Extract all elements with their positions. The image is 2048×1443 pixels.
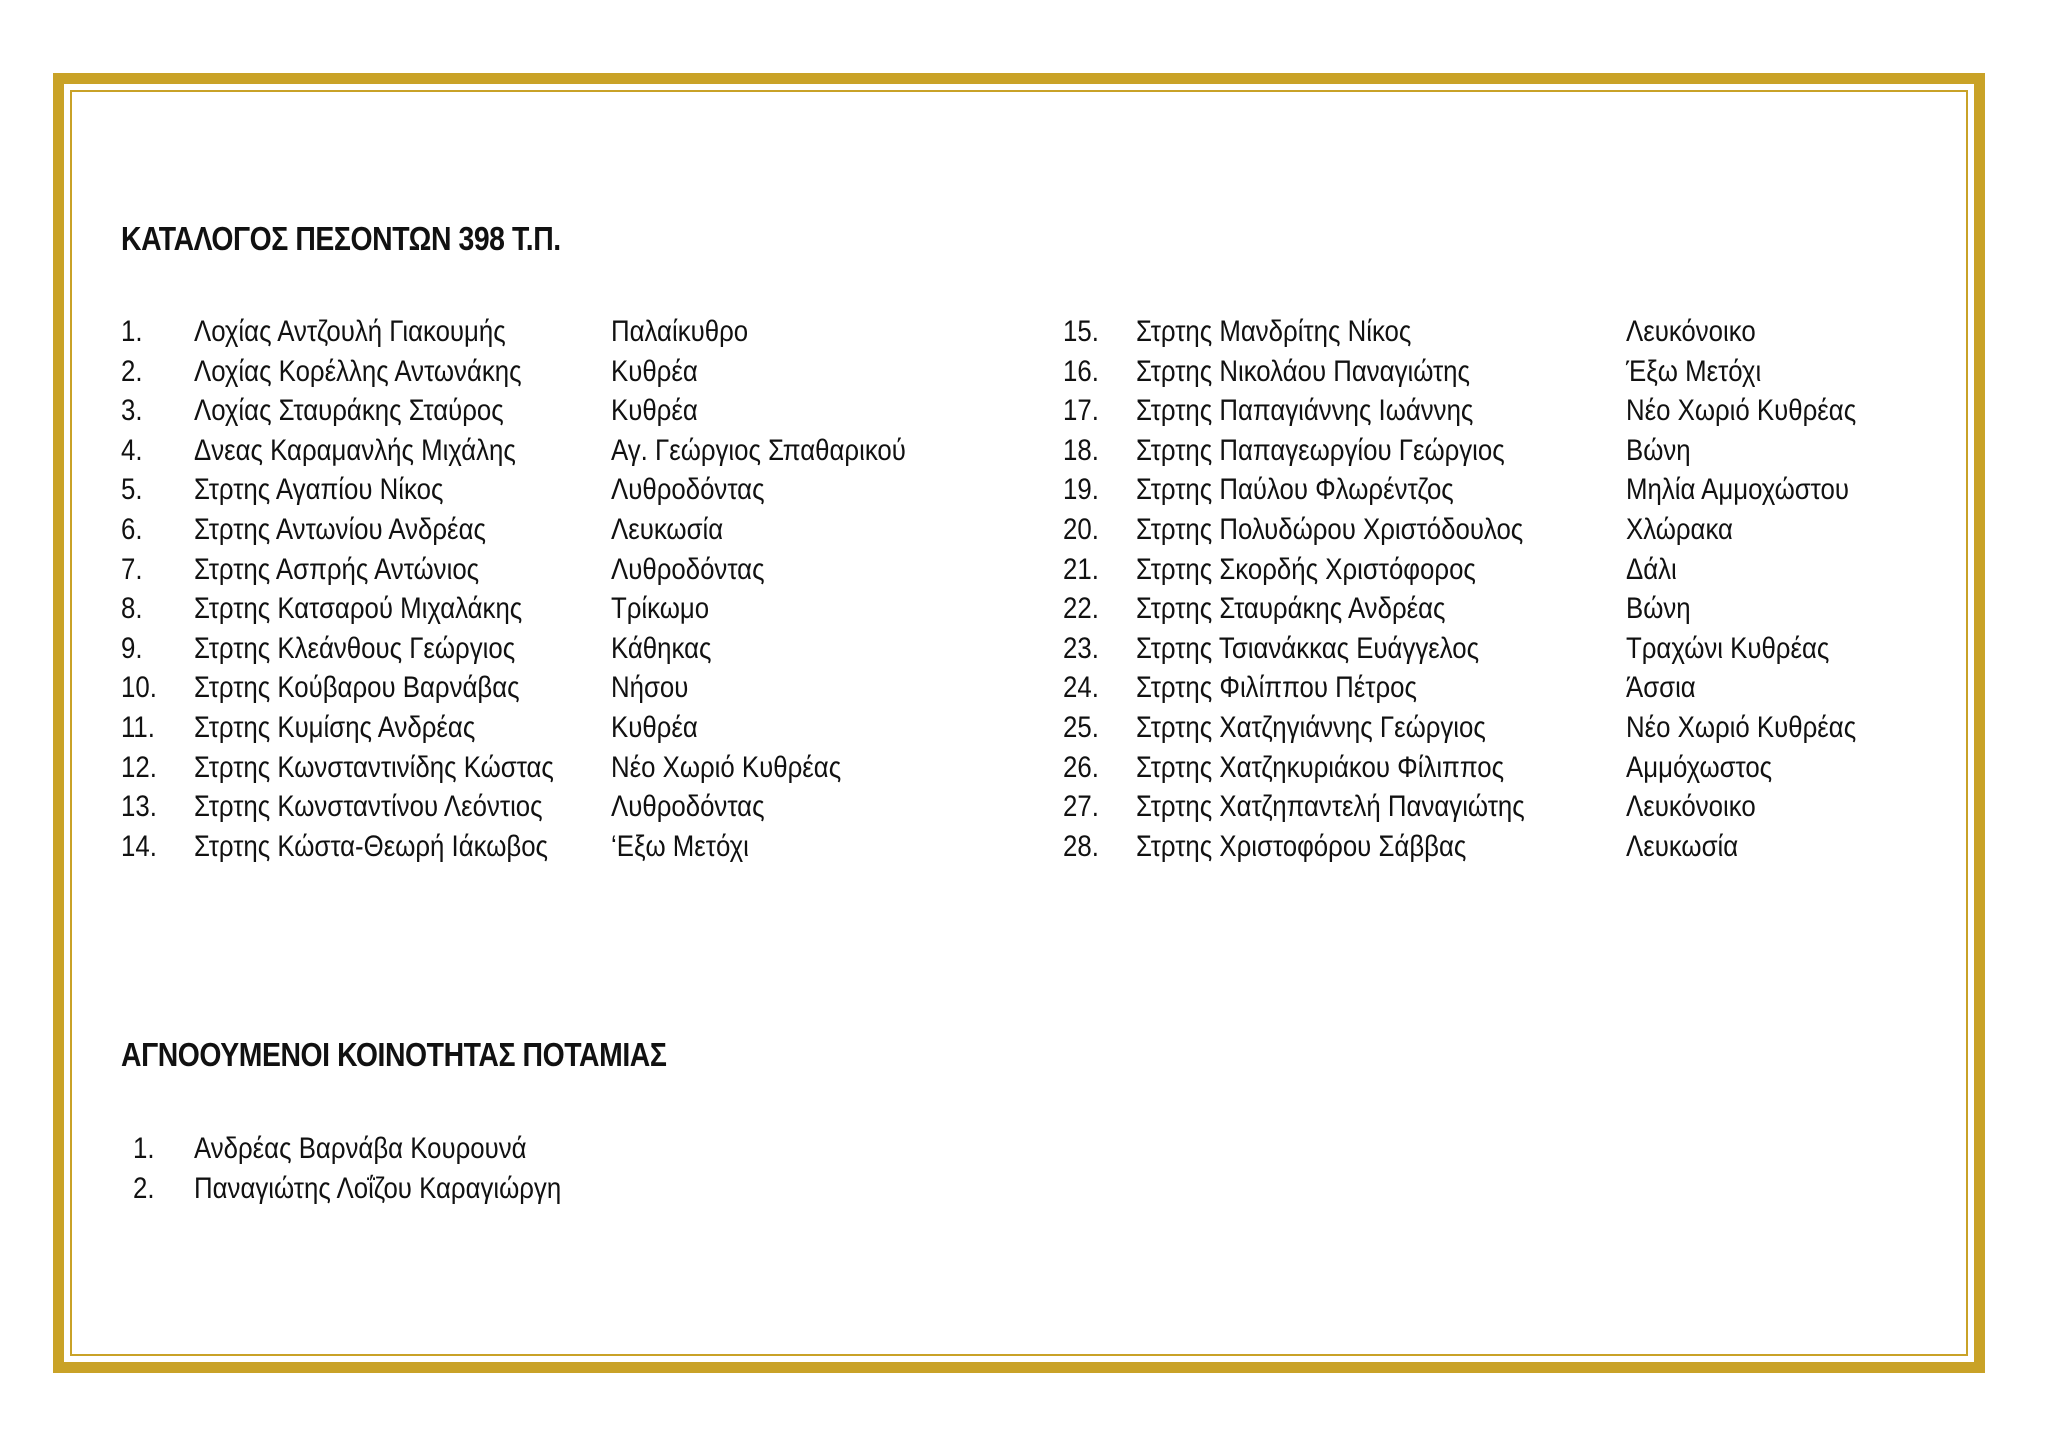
home-village: Νέο Χωριό Κυθρέας (1626, 394, 1857, 428)
home-village: Λευκόνοικο (1626, 790, 1756, 824)
home-village: Παλαίκυθρο (611, 315, 749, 348)
item-number: 14. (121, 829, 157, 863)
home-village: Έξω Μετόχι (1626, 354, 1762, 388)
item-number: 1. (121, 315, 143, 348)
soldier-name: Στρτης Χριστοφόρου Σάββας (1136, 829, 1467, 863)
item-number: 15. (1063, 315, 1099, 348)
soldier-name: Στρτης Κατσαρού Μιχαλάκης (194, 592, 523, 626)
home-village: Λυθροδόντας (611, 790, 765, 824)
home-village: Μηλία Αμμοχώστου (1626, 473, 1849, 507)
item-number: 6. (121, 512, 143, 546)
soldier-name: Στρτης Νικολάου Παναγιώτης (1136, 354, 1470, 388)
item-number: 25. (1063, 710, 1099, 744)
home-village: Λευκωσία (1626, 829, 1739, 863)
soldier-name: Στρτης Κούβαρου Βαρνάβας (194, 671, 520, 705)
soldier-name: Στρτης Παύλου Φλωρέντζος (1136, 473, 1454, 507)
soldier-name: Στρτης Κλεάνθους Γεώργιος (194, 631, 516, 665)
missing-list-heading: ΑΓΝΟΟΥΜΕΝΟΙ ΚΟΙΝΟΤΗΤΑΣ ΠΟΤΑΜΙΑΣ (121, 1036, 667, 1073)
item-number: 21. (1063, 552, 1099, 586)
soldier-name: Στρτης Αντωνίου Ανδρέας (194, 512, 486, 546)
item-number: 11. (121, 710, 155, 744)
home-village: Άσσια (1626, 671, 1696, 705)
item-number: 22. (1063, 592, 1099, 626)
soldier-name: Στρτης Παπαγεωργίου Γεώργιος (1136, 433, 1505, 467)
soldier-name: Λοχίας Αντζουλή Γιακουμής (194, 315, 506, 348)
home-village: Βώνη (1626, 433, 1691, 467)
soldier-name: Στρτης Σκορδής Χριστόφορος (1136, 552, 1476, 586)
soldier-name: Στρτης Κωνσταντινίδης Κώστας (194, 750, 554, 784)
item-number: 7. (121, 552, 143, 586)
soldier-name: Στρτης Ασπρής Αντώνιος (194, 552, 480, 586)
soldier-name: Δνεας Καραμανλής Μιχάλης (194, 433, 516, 467)
home-village: Λευκωσία (611, 512, 724, 546)
item-number: 9. (121, 631, 143, 665)
item-number: 4. (121, 433, 143, 467)
home-village: Τραχώνι Κυθρέας (1626, 631, 1830, 665)
soldier-name: Στρτης Σταυράκης Ανδρέας (1136, 592, 1446, 626)
soldier-name: Στρτης Φιλίππου Πέτρος (1136, 671, 1417, 705)
item-number: 13. (121, 790, 157, 824)
person-name: Παναγιώτης Λοΐζου Καραγιώργη (194, 1171, 562, 1205)
home-village: ‘Εξω Μετόχι (611, 829, 749, 863)
soldier-name: Λοχίας Σταυράκης Σταύρος (194, 394, 504, 428)
home-village: Νέο Χωριό Κυθρέας (611, 750, 842, 784)
item-number: 23. (1063, 631, 1099, 665)
item-number: 2. (133, 1171, 155, 1205)
home-village: Αγ. Γεώργιος Σπαθαρικού (611, 433, 906, 467)
item-number: 8. (121, 592, 143, 626)
soldier-name: Στρτης Κωνσταντίνου Λεόντιος (194, 790, 543, 824)
soldier-name: Λοχίας Κορέλλης Αντωνάκης (194, 354, 522, 388)
item-number: 24. (1063, 671, 1099, 705)
item-number: 10. (121, 671, 157, 705)
home-village: Λευκόνοικο (1626, 315, 1756, 348)
home-village: Αμμόχωστος (1626, 750, 1773, 784)
item-number: 16. (1063, 354, 1099, 388)
item-number: 3. (121, 394, 143, 428)
home-village: Χλώρακα (1626, 512, 1733, 546)
soldier-name: Στρτης Μανδρίτης Νίκος (1136, 315, 1412, 348)
home-village: Λυθροδόντας (611, 552, 765, 586)
item-number: 5. (121, 473, 143, 507)
soldier-name: Στρτης Χατζηκυριάκου Φίλιππος (1136, 750, 1505, 784)
item-number: 2. (121, 354, 143, 388)
home-village: Νήσου (611, 671, 689, 705)
item-number: 12. (121, 750, 157, 784)
item-number: 28. (1063, 829, 1099, 863)
home-village: Τρίκωμο (611, 592, 710, 626)
person-name: Ανδρέας Βαρνάβα Κουρουνά (194, 1132, 527, 1165)
soldier-name: Στρτης Πολυδώρου Χριστόδουλος (1136, 512, 1524, 546)
soldier-name: Στρτης Κυμίσης Ανδρέας (194, 710, 476, 744)
soldier-name: Στρτης Αγαπίου Νίκος (194, 473, 444, 507)
item-number: 1. (133, 1132, 155, 1165)
item-number: 18. (1063, 433, 1099, 467)
home-village: Κάθηκας (611, 631, 712, 665)
home-village: Βώνη (1626, 592, 1691, 626)
soldier-name: Στρτης Παπαγιάννης Ιωάννης (1136, 394, 1474, 428)
soldier-name: Στρτης Κώστα-Θεωρή Ιάκωβος (194, 829, 548, 863)
home-village: Νέο Χωριό Κυθρέας (1626, 710, 1857, 744)
item-number: 27. (1063, 790, 1099, 824)
item-number: 26. (1063, 750, 1099, 784)
home-village: Κυθρέα (611, 394, 698, 428)
soldier-name: Στρτης Τσιανάκκας Ευάγγελος (1136, 631, 1480, 665)
soldier-name: Στρτης Χατζηγιάννης Γεώργιος (1136, 710, 1486, 744)
item-number: 19. (1063, 473, 1099, 507)
item-number: 17. (1063, 394, 1099, 428)
home-village: Κυθρέα (611, 354, 698, 388)
home-village: Κυθρέα (611, 710, 698, 744)
home-village: Λυθροδόντας (611, 473, 765, 507)
fallen-list-heading: ΚΑΤΑΛΟΓΟΣ ΠΕΣΟΝΤΩΝ 398 Τ.Π. (121, 220, 561, 257)
soldier-name: Στρτης Χατζηπαντελή Παναγιώτης (1136, 790, 1525, 824)
home-village: Δάλι (1626, 552, 1677, 586)
item-number: 20. (1063, 512, 1099, 546)
